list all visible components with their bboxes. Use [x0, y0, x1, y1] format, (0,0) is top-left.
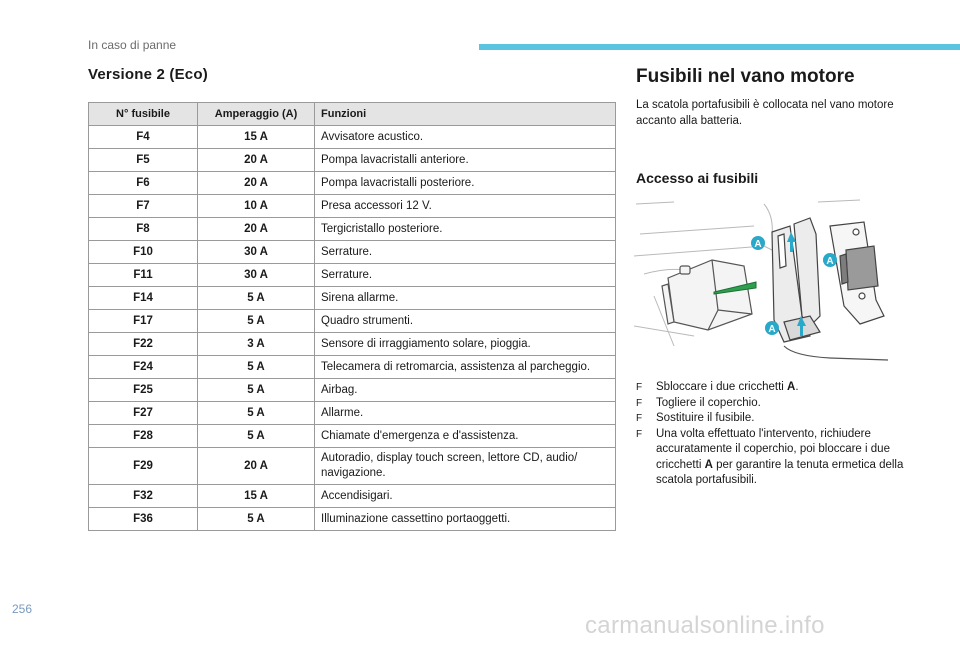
fuse-number-cell: F32: [89, 485, 198, 508]
amperage-cell: 5 A: [198, 379, 315, 402]
fuse-number-cell: F29: [89, 448, 198, 485]
table-row: [89, 356, 616, 379]
table-row: [89, 425, 616, 448]
amperage-cell: 5 A: [198, 287, 315, 310]
list-item: [636, 427, 906, 489]
fuse-number-cell: F5: [89, 149, 198, 172]
fuse-number-cell: F25: [89, 379, 198, 402]
amperage-cell: 5 A: [198, 310, 315, 333]
bullet-icon: F: [636, 397, 643, 409]
page-number: 256: [12, 602, 33, 616]
amperage-cell: 20 A: [198, 149, 315, 172]
amperage-cell: 30 A: [198, 241, 315, 264]
fuse-number-cell: F36: [89, 508, 198, 531]
fuse-number-cell: F14: [89, 287, 198, 310]
amperage-cell: 30 A: [198, 264, 315, 287]
step-emphasis: A: [704, 458, 713, 471]
function-cell: Telecamera di retromarcia, assistenza al parcheggio.: [315, 356, 616, 379]
function-cell: Tergicristallo posteriore.: [315, 218, 616, 241]
table-row: [89, 218, 616, 241]
function-cell: Sensore di irraggiamento solare, pioggia.: [315, 333, 616, 356]
header-accent-bar: [479, 44, 960, 50]
fuse-number-cell: F28: [89, 425, 198, 448]
fuse-number-cell: F17: [89, 310, 198, 333]
column-header-amperage: Amperaggio (A): [198, 103, 315, 126]
bullet-icon: F: [636, 382, 643, 393]
function-cell: Serrature.: [315, 264, 616, 287]
amperage-cell: 15 A: [198, 485, 315, 508]
fuse-table: [88, 102, 616, 531]
step-emphasis: A: [787, 381, 796, 393]
fuse-number-cell: F24: [89, 356, 198, 379]
table-row: [89, 195, 616, 218]
amperage-cell: 5 A: [198, 508, 315, 531]
table-row: [89, 264, 616, 287]
table-row: [89, 126, 616, 149]
fuse-box-illustration: [634, 196, 888, 364]
fuse-number-cell: F4: [89, 126, 198, 149]
step-text: Sostituire il fusibile.: [656, 412, 755, 424]
fuse-number-cell: F11: [89, 264, 198, 287]
function-cell: Sirena allarme.: [315, 287, 616, 310]
bullet-icon: F: [636, 413, 643, 424]
amperage-cell: 10 A: [198, 195, 315, 218]
callout-a-label: A: [754, 239, 762, 250]
amperage-cell: 20 A: [198, 448, 315, 485]
list-item: [636, 380, 906, 396]
callout-a-label: A: [826, 256, 834, 267]
table-row: [89, 485, 616, 508]
step-text: Togliere il coperchio.: [656, 396, 761, 409]
engine-fuses-intro: La scatola portafusibili è collocata nel vano motore accanto alla batteria.: [636, 99, 894, 127]
fuse-table-body: [89, 126, 616, 531]
list-item: [636, 396, 906, 412]
callout-a-label: A: [768, 324, 776, 335]
fuse-number-cell: F6: [89, 172, 198, 195]
fuse-number-cell: F27: [89, 402, 198, 425]
table-row: [89, 149, 616, 172]
function-cell: Avvisatore acustico.: [315, 126, 616, 149]
step-text: Una volta effettuato l'intervento, richiudere accuratamente il coperchio, poi bloccare i due cricchetti: [656, 427, 890, 471]
section-header: In caso di panne: [88, 38, 177, 52]
table-row: [89, 448, 616, 485]
engine-fuses-title: Fusibili nel vano motore: [636, 66, 855, 87]
step-text: Sbloccare i due cricchetti: [656, 381, 788, 393]
step-text: .: [795, 381, 799, 393]
table-row: [89, 333, 616, 356]
list-item: [636, 411, 906, 427]
amperage-cell: 15 A: [198, 126, 315, 149]
table-row: [89, 172, 616, 195]
amperage-cell: 20 A: [198, 218, 315, 241]
table-row: [89, 241, 616, 264]
table-row: [89, 402, 616, 425]
version-title: Versione 2 (Eco): [88, 66, 208, 83]
amperage-cell: 5 A: [198, 356, 315, 379]
table-row: [89, 310, 616, 333]
table-row: [89, 287, 616, 310]
step-text: per garantire la tenuta ermetica della scatola portafusibili.: [656, 458, 904, 486]
amperage-cell: 20 A: [198, 172, 315, 195]
table-header-row: [89, 103, 616, 126]
function-cell: Presa accessori 12 V.: [315, 195, 616, 218]
function-cell: Serrature.: [315, 241, 616, 264]
column-header-fuse-number: N° fusibile: [89, 103, 198, 126]
function-cell: Pompa lavacristalli anteriore.: [315, 149, 616, 172]
table-row: [89, 379, 616, 402]
procedure-steps: [636, 380, 906, 489]
fuse-number-cell: F22: [89, 333, 198, 356]
amperage-cell: 5 A: [198, 425, 315, 448]
bullet-icon: F: [636, 428, 643, 440]
function-cell: Autoradio, display touch screen, lettore CD, audio/ navigazione.: [315, 448, 616, 485]
column-header-functions: Funzioni: [315, 103, 616, 126]
table-row: [89, 508, 616, 531]
function-cell: Chiamate d'emergenza e d'assistenza.: [315, 425, 616, 448]
fuse-number-cell: F10: [89, 241, 198, 264]
function-cell: Pompa lavacristalli posteriore.: [315, 172, 616, 195]
amperage-cell: 3 A: [198, 333, 315, 356]
fuse-number-cell: F8: [89, 218, 198, 241]
function-cell: Illuminazione cassettino portaoggetti.: [315, 508, 616, 531]
amperage-cell: 5 A: [198, 402, 315, 425]
function-cell: Allarme.: [315, 402, 616, 425]
fuse-access-title: Accesso ai fusibili: [636, 170, 759, 186]
fuse-number-cell: F7: [89, 195, 198, 218]
function-cell: Quadro strumenti.: [315, 310, 616, 333]
function-cell: Airbag.: [315, 379, 616, 402]
watermark: carmanualsonline.info: [585, 612, 825, 639]
function-cell: Accendisigari.: [315, 485, 616, 508]
